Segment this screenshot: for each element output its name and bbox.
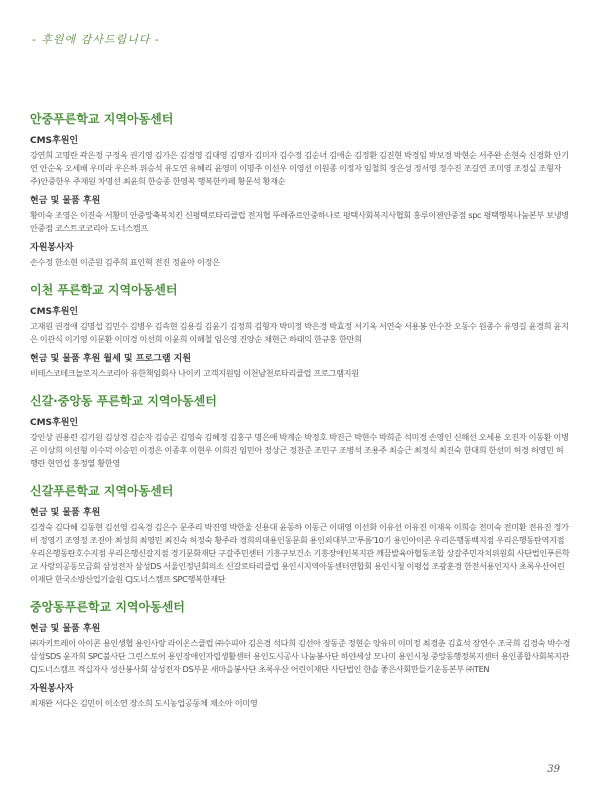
section-body: 황미숙 조영은 이진숙 서황미 안중망축복치킨 신평택로타리클럽 전지협 뚜레쥬르안중하나로 평택사회복지사협회 홍루이젠안중점 spc 평택행복나눔본부 보냉병안중점 코스트코코리아 도너스캠프 xyxy=(30,210,569,233)
center-title: 신갈푸른학교 지역아동센터 xyxy=(30,484,174,498)
page-header: - 후원에 감사드립니다 - xyxy=(32,33,160,46)
section-body: 최재완 서다은 김민이 이소연 장소희 도시농업공동체 채소아 이미영 xyxy=(30,698,258,708)
section-heading: 현금 및 물품 후원 월세 및 프로그램 지원 xyxy=(30,354,192,364)
center-singal xyxy=(30,484,570,586)
page-number: 39 xyxy=(547,764,560,775)
section-heading: CMS후원인 xyxy=(30,307,79,317)
center-anjung xyxy=(30,112,570,269)
section-body: 고재원 권경애 김명섭 김민수 김병우 김속현 김용길 김윤기 김정희 김형자 박미정 박은경 박효정 서기옥 서연숙 서용봉 안수찬 오동수 원종수 유영길 윤경희 윤지은 이관식 이기영 이문환 이미경 이선희 이윤희 이해철 임은영 진양순 채현근 하태익 한규홍 한만희 xyxy=(30,321,569,344)
section-heading: 현금 및 물품 후원 xyxy=(30,196,101,206)
section-heading: 자원봉사자 xyxy=(30,243,74,253)
section-body: 강인상 권용련 김기원 김상경 김순자 김승곤 김영숙 김혜정 김홍구 명은애 박계순 박정호 박진근 박현수 박희준 석미경 손영인 신해선 오세용 오진자 이동환 이병곤 이상희 이선형 이수덕 이승민 이정은 이종후 이현우 이희진 임민아 정상근 정찬준 조민구 조병석 조용주 최승근 최정식 최진숙 한대희 한선미 허경 허영민 허행란 현연섭 홍정열 황한영 xyxy=(30,432,569,468)
center-title: 이천 푸른학교 지역아동센터 xyxy=(30,283,178,297)
section-heading: CMS후원인 xyxy=(30,418,79,428)
donor-list xyxy=(30,112,570,724)
center-jungang xyxy=(30,600,570,710)
center-title: 신갈·중앙동 푸른학교 지역아동센터 xyxy=(30,394,217,408)
section-body: 비테스코테크놀로지스코리아 유한책임회사 나이키 고객지원팀 이천남천로타리클럽 프로그램지원 xyxy=(30,368,359,378)
section-body: ㈜자키트레이 아이콘 용인생협 용인사랑 라이온스클럽 ㈜수피아 김은경 석다희 김선아 장동준 정현순 양유미 이미정 최경춘 김효석 장연수 조국희 김경숙 박수경 삼성SDS 윤자희 SPC불사단 그린스토어 용인장애인자립생활센터 용인도시공사 나눔봉사단 하얀세상 모나미 용인시청 중앙동행정복지센터 용인종합사회복지관 CJ도너스캠프 적십자사 성산봉사회 삼성전자 DS부문 새마을봉사단 초록우산 어린이재단 사단법인 한솔 좋은사회만들기운동본부 ㈜TEN xyxy=(30,638,571,674)
section-body: 강연희 고명란 곽은정 구정옥 권기영 김가은 김경영 김대영 김명자 김미자 김수정 김순녀 김애순 김정환 김진현 박경임 박보경 박현순 서주완 손현숙 신경화 안기연 안순옥 오세배 우미라 우은하 위승석 유도연 유혜리 윤영미 이명주 이선우 이영선 이원종 이정자 임철희 장은성 정서영 정수진 조길연 조미영 조정실 조형자 주)안중한우 주재원 차명선 최윤희 한승종 한영복 행복한카페 황문석 황재순 xyxy=(30,150,569,186)
center-title: 중앙동푸른학교 지역아동센터 xyxy=(30,600,185,614)
center-icheon xyxy=(30,283,570,380)
section-heading: 현금 및 물품 후원 xyxy=(30,624,101,634)
center-title: 안중푸른학교 지역아동센터 xyxy=(30,112,174,126)
section-body: 손수정 한소현 이준원 김주희 표인혁 전진 정윤아 이정은 xyxy=(30,257,220,267)
center-singal-jungang xyxy=(30,394,570,470)
section-heading: 현금 및 물품 후원 xyxy=(30,508,101,518)
section-body: 김경숙 김다혜 김동현 김선영 김옥경 김은수 문주리 박진영 박한울 신용대 윤동하 이동근 이대영 이선화 이유선 이유진 이재옥 이희승 전미숙 전미환 전유진 정가비 정영기 조영정 조진아 최성희 최영민 최진숙 허정숙 황주라 경희의대용인동문회 용인외대부고'푸름'10기 용인아이콘 우리은행동백지점 우리은행동탄역지점 우리은행동탄호수지점 우리은행신갈지점 경기문화재단 구갈주민센터 기흥구보건소 기흥장애인복지관 깨끔발육아협동조합 상갈주민자치위원회 사단법인푸른학교 사랑의공동모금회 삼성전자 삼성DS 서울인정년회의소 신갈로타리클럽 용인시지역아동센터연합회 용인시청 이평섭 조광훈경 한전서용인지사 초록우산어린이재단 한국소방산업기술원 CJ도너스캠프 SPC행복한재단 xyxy=(30,522,570,584)
section-heading: 자원봉사자 xyxy=(30,684,74,694)
section-heading: CMS후원인 xyxy=(30,136,79,146)
